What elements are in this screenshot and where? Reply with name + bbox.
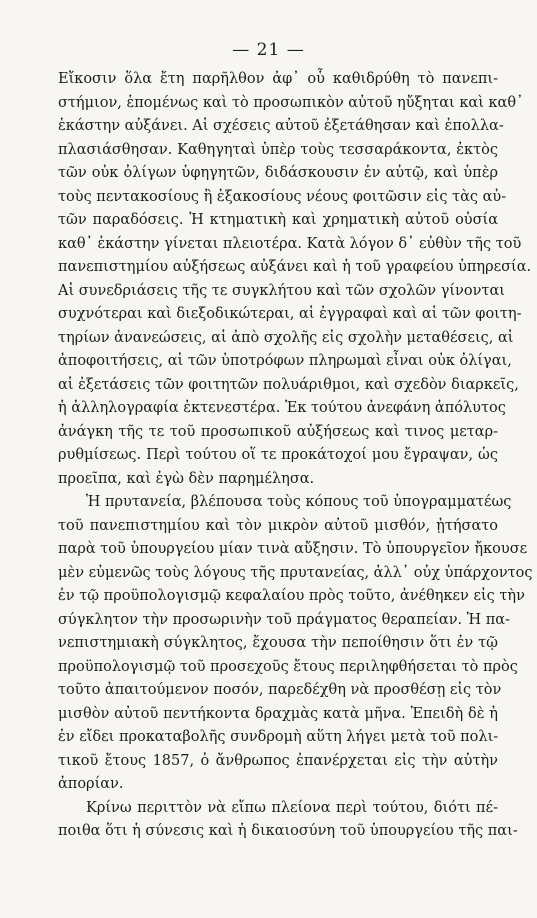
page-number: — 21 — xyxy=(232,40,305,60)
paragraph xyxy=(58,68,532,491)
text-line: στήμιον, ἑπομένως καὶ τὸ προσωπικὸν αὐτοῦ ηὔξηται καὶ καθ᾽ xyxy=(58,94,524,111)
text-line: μὲν εὐμενῶς τοὺς λόγους τῆς πρυτανείας, ἀλλ᾽ οὐχ ὑπάρχοντος xyxy=(58,564,533,581)
text-line: τῶν οὐκ ὀλίγων ὑφηγητῶν, διδάσκουσιν ἐν αὐτῷ, καὶ ὑπὲρ xyxy=(58,165,498,181)
text-line: Αἱ συνεδριάσεις τῆς τε συγκλήτου καὶ τῶν σχολῶν γίνονται xyxy=(58,282,505,299)
text-line: τικοῦ ἔτους 1857, ὁ ἄνθρωπος ἐπανέρχεται εἰς τὴν αὐτὴν xyxy=(58,752,498,769)
text-line: τῶν παραδόσεις. Ἡ κτηματικὴ καὶ χρηματικὴ αὐτοῦ οὐσία xyxy=(58,212,498,228)
paragraph xyxy=(58,797,518,844)
paragraph xyxy=(58,491,533,797)
text-line: Εἴκοσιν ὅλα ἔτη παρῆλθον ἀφ᾽ οὗ καθιδρύθη τὸ πανεπι- xyxy=(58,71,498,87)
text-line: μισθὸν αὐτοῦ πεντήκοντα δραχμὰς κατὰ μῆνα. Ἐπειδὴ δὲ ἡ xyxy=(58,705,498,722)
text-line: αἱ ἐξετάσεις τῶν φοιτητῶν πολυάριθμοι, καὶ σχεδὸν διαρκεῖς, xyxy=(58,376,519,393)
text-line: Ἡ πρυτανεία, βλέπουσα τοὺς κόπους τοῦ ὑπογραμματέως xyxy=(86,494,512,510)
text-line: τοῦ πανεπιστημίου καὶ τὸν μικρὸν αὐτοῦ μισθόν, ᾐτήσατο xyxy=(58,517,498,534)
text-line: καθ᾽ ἑκάστην γίνεται πλειοτέρα. Κατὰ λόγον δ᾽ εὐθὺν τῆς τοῦ xyxy=(58,235,522,252)
text-line: ποιθα ὅτι ἡ σύνεσις καὶ ἡ δικαιοσύνη τοῦ ὑπουργείου τῆς παι- xyxy=(58,823,518,839)
text-line: νεπιστημιακὴ σύγκλητος, ἔχουσα τὴν πεποίθησιν ὅτι ἐν τῷ xyxy=(58,635,498,651)
text-line: προεῖπα, καὶ ἐγὼ δὲν παρημέλησα. xyxy=(58,470,315,487)
text-line: ἀποφοιτήσεις, αἱ τῶν ὑποτρόφων πληρωμαὶ εἶναι οὐκ ὀλίγαι, xyxy=(58,353,512,369)
text-line: προϋπολογισμῷ τοῦ προσεχοῦς ἔτους περιληφθήσεται τὸ πρὸς xyxy=(58,658,518,675)
text-line: ρυθμίσεως. Περὶ τούτου οἵ τε προκάτοχοί μου ἔγραψαν, ὡς xyxy=(58,447,498,463)
text-line: τοῦτο ἀπαιτούμενον ποσόν, παρεδέχθη νὰ προσθέσῃ εἰς τὸν xyxy=(58,682,502,698)
text-line: ἡ ἀλληλογραφία ἐκτενεστέρα. Ἐκ τούτου ἀνεφάνη ἀπόλυτος xyxy=(58,400,506,416)
text-line: σύγκλητον τὴν προσωρινὴν τοῦ πράγματος θεραπείαν. Ἡ πα- xyxy=(58,611,510,628)
text-line: ἐν τῷ προϋπολογισμῷ κεφαλαίου πρὸς τοῦτο, ἀνέθηκεν εἰς τὴν xyxy=(58,588,525,604)
body-text xyxy=(58,68,533,844)
text-line: Κρίνω περιττὸν νὰ εἴπω πλείονα περὶ τούτου, διότι πέ- xyxy=(86,799,498,816)
text-line: ἑκάστην αὐξάνει. Αἱ σχέσεις αὐτοῦ ἐξετάθησαν καὶ ἐπολλα- xyxy=(58,118,504,134)
text-line: ἐν εἴδει προκαταβολῆς συνδρομὴ αὕτη λήγει μετὰ τοῦ πολι- xyxy=(58,729,499,745)
text-line: ἀπορίαν. xyxy=(58,776,124,792)
text-line: ἀνάγκη τῆς τε τοῦ προσωπικοῦ αὐξήσεως καὶ τινος μεταρ- xyxy=(58,423,498,440)
text-line: πλασιάσθησαν. Καθηγηταὶ ὑπὲρ τοὺς τεσσαράκοντα, ἐκτὸς xyxy=(58,141,498,158)
text-line: πανεπιστημίου αὐξήσεως αὐξάνει καὶ ἡ τοῦ γραφείου ὑπηρεσία. xyxy=(58,259,532,275)
text-line: παρὰ τοῦ ὑπουργείου μίαν τινὰ αὔξησιν. Τὸ ὑπουργεῖον ἤκουσε xyxy=(58,541,528,557)
text-line: τοὺς πεντακοσίους ἢ ἑξακοσίους νέους φοιτῶσιν εἰς τὰς αὐ- xyxy=(58,188,507,205)
text-line: συχνότεραι καὶ διεξοδικώτεραι, αἱ ἐγγραφαὶ καὶ αἱ τῶν φοιτη- xyxy=(58,306,522,322)
text-line: τηρίων ἀνανεώσεις, αἱ ἀπὸ σχολῆς εἰς σχολὴν μεταθέσεις, αἱ xyxy=(58,329,514,346)
